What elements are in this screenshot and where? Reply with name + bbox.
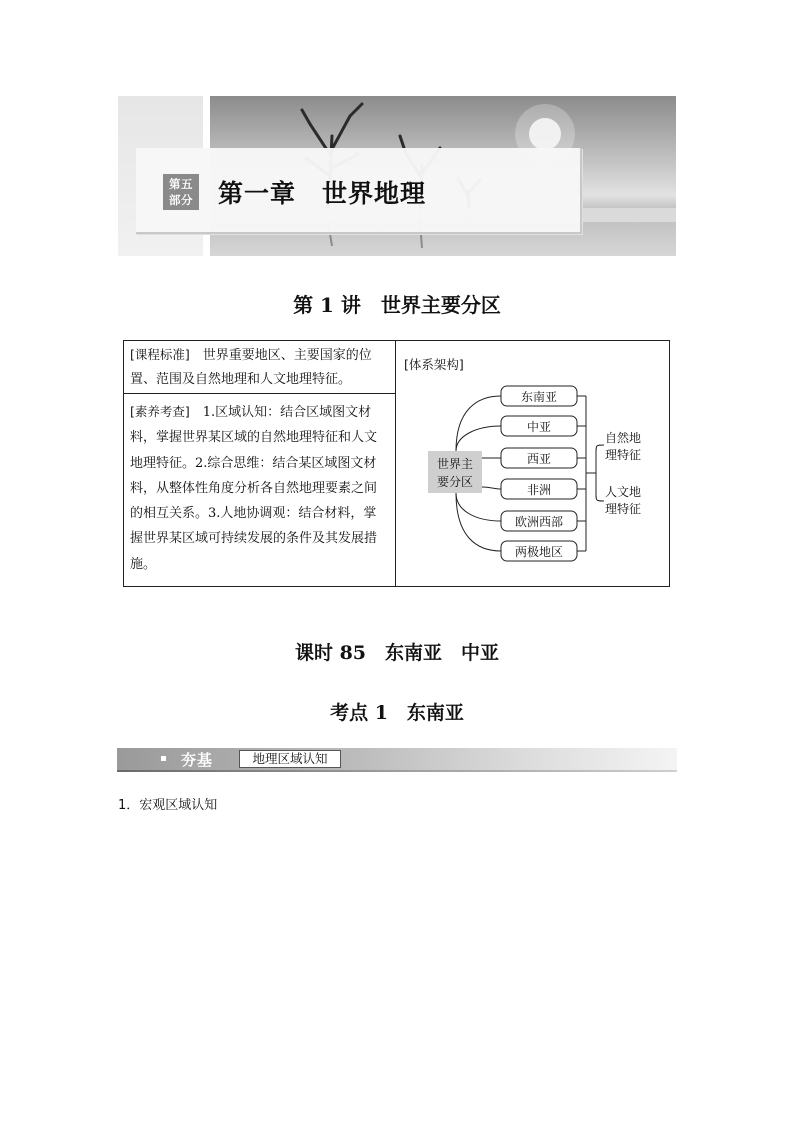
lecture-title: 第 1 讲 世界主要分区	[293, 293, 501, 317]
root-line1: 世界主	[436, 457, 474, 471]
framework-column	[396, 341, 671, 586]
item-heading: 1．宏观区域认知	[118, 798, 218, 813]
region-label: 中亚	[526, 420, 552, 434]
region-nodes	[501, 386, 577, 561]
point-title: 考点 1 东南亚	[330, 702, 464, 724]
standards-column	[124, 341, 396, 586]
section-tab: 地理区域认知	[239, 750, 341, 768]
section-name: 夯基	[181, 751, 214, 769]
region-label: 西亚	[526, 452, 552, 466]
feature-natural-line1: 自然地	[604, 431, 642, 445]
section-bar	[117, 748, 677, 770]
standards-framework-table	[123, 340, 670, 587]
lesson-title: 课时 85 东南亚 中亚	[294, 642, 500, 664]
part-label-line2: 部分	[169, 193, 193, 207]
course-standard-cell	[124, 341, 395, 394]
root-line2: 要分区	[436, 475, 474, 489]
framework-mindmap	[396, 341, 671, 586]
region-label: 东南亚	[520, 390, 558, 404]
literacy-tag: [素养考查]	[130, 404, 190, 419]
literacy-cell	[124, 394, 395, 577]
part-label-line1: 第五	[169, 177, 193, 191]
course-standard-tag: [课程标准]	[130, 347, 190, 362]
part-badge	[163, 174, 199, 210]
feature-natural-line2: 理特征	[604, 448, 642, 462]
region-label: 两极地区	[514, 545, 564, 559]
framework-label: [体系架构]	[404, 357, 464, 372]
literacy-text: 1.区域认知：结合区域图文材料，掌握世界某区域的自然地理特征和人文地理特征。2.综合思维：结合某区域图文材料，从整体性角度分析各自然地理要素之间的相互关系。3.人地协调观：结合材料，掌握世界某区域可持续发展的条件及其发展措施。	[130, 405, 378, 572]
chapter-title: 第一章 世界地理	[218, 179, 427, 208]
region-label: 非洲	[526, 483, 552, 497]
feature-human-line1: 人文地	[604, 485, 642, 499]
chapter-banner	[118, 96, 676, 256]
course-standard-text: 世界重要地区、主要国家的位置、范围及自然地理和人文地理特征。	[130, 348, 372, 387]
feature-human-line2: 理特征	[604, 502, 642, 516]
region-label: 欧洲西部	[514, 515, 564, 529]
square-bullet-icon	[161, 756, 166, 761]
section-bar-underline	[117, 770, 677, 772]
